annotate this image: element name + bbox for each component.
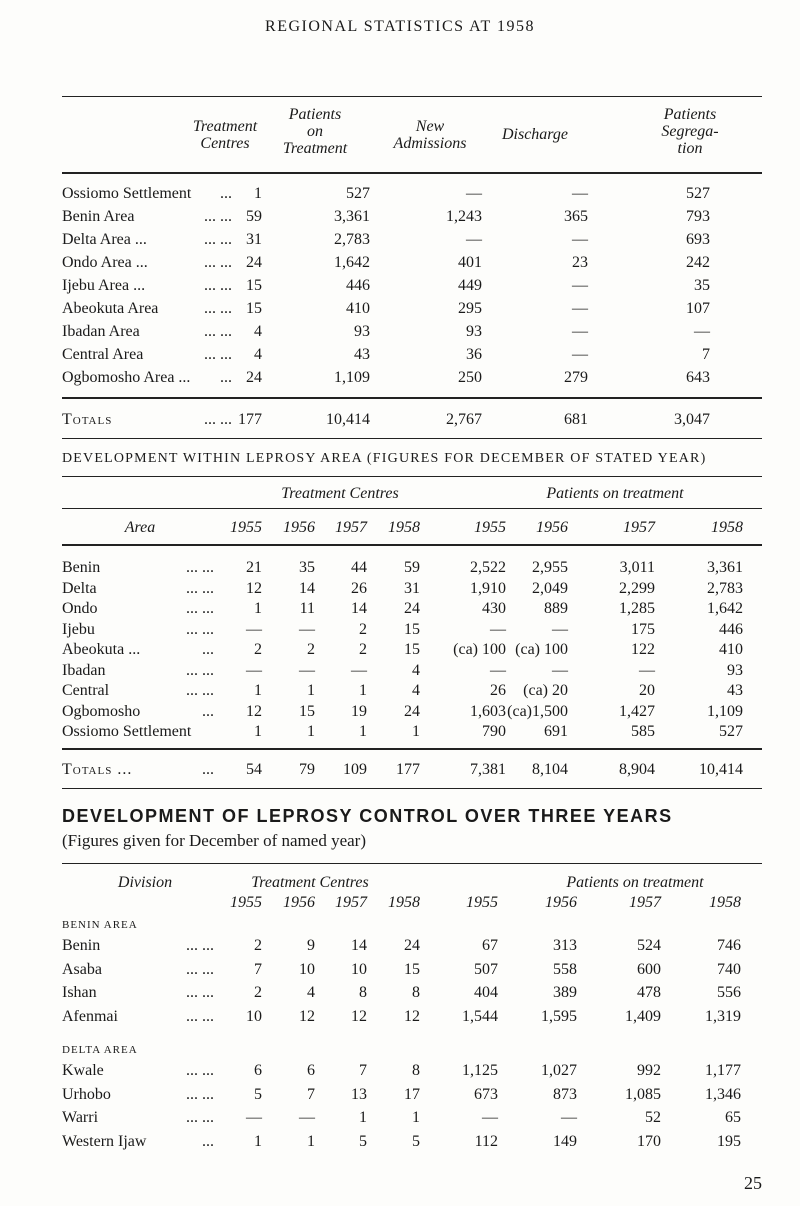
table1-cell: 2,783 (334, 231, 370, 248)
table3-row-label: Kwale (62, 1062, 104, 1079)
table2-cell: 2,783 (707, 579, 743, 597)
table1-cell: 527 (686, 185, 710, 202)
table3-cell: 8 (412, 984, 420, 1001)
table3-cell: 1 (254, 1132, 262, 1150)
table3-row-label: Ishan (62, 984, 97, 1001)
table2-cell: 21 (246, 559, 262, 576)
leader-dots: ... ... (186, 1062, 214, 1079)
table3-cell: 9 (307, 937, 315, 954)
table2-cell: — (490, 620, 506, 638)
table3-cell: 17 (404, 1085, 420, 1103)
table2-year-header: 1957 (335, 519, 367, 536)
table1-cell: 93 (354, 323, 370, 340)
table3-cell: 12 (404, 1007, 420, 1025)
table1-col-header: Treatment (192, 118, 258, 135)
table2-cell: 31 (404, 579, 420, 597)
table2-cell: 1,109 (707, 702, 743, 720)
table1-cell: 31 (246, 231, 262, 248)
table1-cell: 23 (572, 254, 588, 271)
table3-cell: 13 (351, 1085, 367, 1103)
table3-cell: 507 (474, 960, 498, 978)
table1-row-label: Abeokuta Area (62, 300, 159, 317)
table1-cell: — (466, 185, 482, 202)
table1-cell: — (572, 231, 588, 248)
table1-cell: 527 (346, 185, 370, 202)
table3-row-label: Asaba (62, 960, 102, 978)
leader-dots: ... ... (186, 1109, 214, 1126)
table3-cell: 313 (553, 937, 577, 954)
table1-col-header: Treatment (282, 140, 348, 157)
table1-row-label: Delta Area ... (62, 231, 147, 248)
table2-total-cell: 8,904 (619, 761, 655, 778)
table3-cell: 170 (637, 1132, 661, 1150)
table2-row-label: Ogbomosho (62, 702, 141, 720)
table1-cell: 250 (458, 369, 482, 386)
table2-cell: 35 (299, 559, 315, 576)
leader-dots: ... ... (186, 579, 214, 597)
table3-cell: 10 (299, 960, 315, 978)
table3-group-header: Treatment Centres (251, 874, 369, 891)
table3-year-header: 1957 (335, 894, 367, 911)
table1-cell: 93 (466, 323, 482, 340)
table1-row-label: Ibadan Area (62, 323, 140, 340)
leader-dots: ... ... (186, 661, 214, 679)
table3-cell: 14 (351, 937, 367, 954)
table2-year-header: 1958 (388, 519, 420, 536)
table1-cell: 693 (686, 231, 710, 248)
table3-group-header: Patients on treatment (566, 874, 704, 891)
table2-cell: 175 (631, 620, 655, 638)
table1-cell: 365 (564, 208, 588, 225)
table2-cell: 1 (254, 723, 262, 740)
table3-cell: 1,409 (625, 1007, 661, 1025)
table2-cell: 14 (351, 600, 367, 617)
table2-year-header: 1957 (623, 519, 655, 536)
table3-cell: 558 (553, 960, 577, 978)
table3-cell: 1 (307, 1132, 315, 1150)
table2-year-header: 1955 (230, 519, 262, 536)
table2-area-header: Area (124, 519, 156, 536)
table2-group-header: Patients on treatment (546, 485, 684, 502)
table2-cell: 1 (307, 723, 315, 740)
table3-cell: 195 (717, 1132, 741, 1150)
table3-cell: 873 (553, 1085, 577, 1103)
table2-year-header: 1956 (283, 519, 315, 536)
table2-cell: (ca) 100 (453, 641, 506, 658)
table1-cell: — (694, 323, 710, 340)
table3-section-label: BENIN AREA (62, 919, 138, 931)
table1-cell: 1,109 (334, 369, 370, 386)
table1-cell: 279 (564, 369, 588, 386)
table1-totals-rule (62, 397, 762, 399)
table2-cell: — (299, 620, 315, 638)
leader-dots: ... (202, 702, 214, 720)
table3-row-label: Warri (62, 1109, 99, 1126)
table2-totals-rule (62, 748, 762, 750)
leader-dots: ... (220, 369, 232, 386)
leader-dots: ... ... (204, 346, 232, 363)
table2-cell: 24 (404, 702, 420, 720)
table3-cell: 6 (307, 1062, 315, 1079)
table2-cell: 2,955 (532, 559, 568, 576)
table3-row-label: Urhobo (62, 1085, 111, 1103)
table1-row-label: Ossiomo Settlement (62, 185, 192, 202)
table2-cell: — (552, 661, 568, 679)
leader-dots: ... ... (204, 231, 232, 248)
table2-cell: 2 (359, 620, 367, 638)
table3-row-label: Benin (62, 937, 101, 954)
table1-cell: — (572, 300, 588, 317)
table2-subhead-rule (62, 508, 762, 509)
table2-row-label: Delta (62, 579, 97, 597)
table3-division-header: Division (117, 874, 173, 891)
table2-cell: — (639, 661, 655, 679)
table2-title: DEVELOPMENT WITHIN LEPROSY AREA (FIGURES FOR DECEMBER OF STATED YEAR) (62, 451, 707, 466)
table3-top-rule (62, 863, 762, 864)
table2-total-cell: 177 (396, 761, 420, 778)
table3-cell: 24 (404, 937, 420, 954)
table1-total-cell: 681 (564, 411, 588, 428)
table1-header-rule (62, 172, 762, 174)
table1-col-header: Segrega- (661, 123, 719, 140)
table1-cell: 59 (246, 208, 262, 225)
table3-cell: 15 (404, 960, 420, 978)
table2-row-label: Benin (62, 559, 101, 576)
table1-cell: 7 (702, 346, 710, 363)
table1-cell: 793 (686, 208, 710, 225)
leader-dots: ... ... (204, 277, 232, 294)
table2-cell: 15 (404, 620, 420, 638)
table3-cell: 112 (474, 1132, 498, 1150)
table3-cell: 2 (254, 937, 262, 954)
table2-cell: 889 (544, 600, 568, 617)
table2-cell: 3,361 (707, 559, 743, 576)
table1-cell: 1,243 (446, 208, 482, 225)
table3-cell: 1,027 (541, 1062, 577, 1079)
leader-dots: ... ... (186, 1007, 214, 1025)
table2-cell: 1 (359, 723, 367, 740)
table1-cell: 242 (686, 254, 710, 271)
table3-year-header: 1958 (709, 894, 741, 911)
table1-row-label: Benin Area (62, 208, 135, 225)
table1-cell: 295 (458, 300, 482, 317)
table1-cell: — (572, 277, 588, 294)
table1-cell: — (572, 346, 588, 363)
table2-cell: — (246, 620, 262, 638)
table2-cell: (ca)1,500 (507, 702, 568, 720)
table1-cell: 4 (254, 323, 262, 340)
table1-col-header: Patients (288, 106, 342, 123)
table2-cell: 93 (727, 661, 743, 679)
table2-cell: 1 (359, 682, 367, 699)
table3-cell: 746 (717, 937, 741, 954)
table2-cell: 691 (544, 723, 568, 740)
table1-cell: 1 (254, 185, 262, 202)
table3-cell: 7 (254, 960, 262, 978)
table2-cell: 44 (351, 559, 367, 576)
table2-totals-label: Totals ... (62, 761, 133, 778)
table1-cell: 3,361 (334, 208, 370, 225)
table1-totals-label: Totals (62, 411, 113, 428)
table3-cell: — (246, 1109, 262, 1126)
table2-cell: 1 (307, 682, 315, 699)
table2-cell: 15 (299, 702, 315, 720)
table3-cell: 673 (474, 1085, 498, 1103)
table2-cell: 1 (254, 682, 262, 699)
table2-cell: 1,642 (707, 600, 743, 617)
table3-cell: 1,544 (462, 1007, 498, 1025)
table2-cell: 26 (490, 682, 506, 699)
table1-cell: 15 (246, 277, 262, 294)
table1-bottom-rule (62, 438, 762, 439)
table3-cell: 1,595 (541, 1007, 577, 1025)
table2-cell: 11 (299, 600, 315, 617)
table1-cell: 43 (354, 346, 370, 363)
table2-total-cell: 109 (343, 761, 367, 778)
table2-cell: — (552, 620, 568, 638)
table2-row-label: Central (62, 682, 110, 699)
table1-cell: 410 (346, 300, 370, 317)
table2-cell: 410 (719, 641, 743, 658)
table1-cell: 24 (246, 254, 262, 271)
table3-year-header: 1958 (388, 894, 420, 911)
table3-section-label: DELTA AREA (62, 1044, 138, 1056)
table3-row-label: Afenmai (62, 1007, 118, 1025)
leader-dots: ... (202, 641, 214, 658)
table2-cell: 585 (631, 723, 655, 740)
table3-cell: 52 (645, 1109, 661, 1126)
table2-year-header: 1958 (711, 519, 743, 536)
table2-cell: 1 (254, 600, 262, 617)
table3-cell: 992 (637, 1062, 661, 1079)
table2-cell: (ca) 100 (515, 641, 568, 658)
table2-cell: 14 (299, 579, 315, 597)
table2-year-header: 1955 (474, 519, 506, 536)
table2-cell: 1,427 (619, 702, 655, 720)
table3-cell: 1,346 (705, 1085, 741, 1103)
table3-cell: 556 (717, 984, 741, 1001)
table1-row-label: Ondo Area ... (62, 254, 148, 271)
table3-cell: 600 (637, 960, 661, 978)
leader-dots: ... ... (186, 937, 214, 954)
table2-cell: 2,522 (470, 559, 506, 576)
table3-cell: 1 (412, 1109, 420, 1126)
table3-cell: 524 (637, 937, 661, 954)
table1-row-label: Central Area (62, 346, 144, 363)
table2-cell: 1,285 (619, 600, 655, 617)
table2-cell: 19 (351, 702, 367, 720)
table3-cell: — (482, 1109, 498, 1126)
table2-cell: 446 (719, 620, 743, 638)
table1-cell: — (466, 231, 482, 248)
leader-dots: ... ... (186, 984, 214, 1001)
table3-cell: 1,319 (705, 1007, 741, 1025)
table3-cell: 12 (299, 1007, 315, 1025)
table3-cell: 6 (254, 1062, 262, 1079)
leader-dots: ... (220, 185, 232, 202)
leader-dots: ... ... (186, 1085, 214, 1103)
table3-cell: 1,177 (705, 1062, 741, 1079)
table3-title: DEVELOPMENT OF LEPROSY CONTROL OVER THREE YEARS (62, 806, 673, 826)
table2-cell: 12 (246, 702, 262, 720)
table3-cell: 67 (482, 937, 498, 954)
table2-year-header: 1956 (536, 519, 568, 536)
table2-cell: (ca) 20 (523, 682, 568, 699)
table3-year-header: 1955 (466, 894, 498, 911)
table1-cell: — (572, 323, 588, 340)
table3-cell: 149 (553, 1132, 577, 1150)
table1-col-header: New (415, 118, 445, 135)
table3-cell: 2 (254, 984, 262, 1001)
table1-cell: 35 (694, 277, 710, 294)
table1-col-header: on (307, 123, 323, 140)
table2-cell: 790 (482, 723, 506, 740)
table1-total-cell: 10,414 (326, 411, 370, 428)
leader-dots: ... ... (186, 559, 214, 576)
page-number: 25 (744, 1173, 762, 1193)
leader-dots: ... ... (204, 208, 232, 225)
table3-cell: 12 (351, 1007, 367, 1025)
table2-cell: 4 (412, 682, 420, 699)
table2-cell: 20 (639, 682, 655, 699)
table3-year-header: 1956 (545, 894, 577, 911)
table3-cell: 404 (474, 984, 498, 1001)
table3-cell: 65 (725, 1109, 741, 1126)
table1-total-cell: 2,767 (446, 411, 482, 428)
table1-cell: 449 (458, 277, 482, 294)
table2-cell: 2 (254, 641, 262, 658)
table2-cell: 2,049 (532, 579, 568, 597)
table2-cell: 59 (404, 559, 420, 576)
table2-bottom-rule (62, 788, 762, 789)
table3-cell: 4 (307, 984, 315, 1001)
table1-total-cell: 177 (238, 411, 262, 428)
table3-cell: 7 (359, 1062, 367, 1079)
table3-year-header: 1957 (629, 894, 661, 911)
leader-dots: ... ... (186, 600, 214, 617)
table3-cell: 8 (412, 1062, 420, 1079)
table3-cell: 10 (351, 960, 367, 978)
table3-cell: 7 (307, 1085, 315, 1103)
table2-cell: 12 (246, 579, 262, 597)
table3-subtitle: (Figures given for December of named year) (62, 831, 366, 850)
table1-cell: 446 (346, 277, 370, 294)
table1-col-header: Discharge (501, 126, 569, 143)
table3-cell: — (299, 1109, 315, 1126)
table1-cell: 4 (254, 346, 262, 363)
running-head: REGIONAL STATISTICS AT 1958 (265, 18, 535, 35)
leader-dots: ... ... (204, 300, 232, 317)
table2-cell: 2 (307, 641, 315, 658)
table3-cell: 5 (359, 1132, 367, 1150)
table2-cell: 1 (412, 723, 420, 740)
table2-cell: — (299, 661, 315, 679)
table2-cell: — (490, 661, 506, 679)
table3-year-header: 1956 (283, 894, 315, 911)
table3-cell: 5 (412, 1132, 420, 1150)
table1-cell: 643 (686, 369, 710, 386)
table1-cell: — (572, 185, 588, 202)
table2-cell: 26 (351, 579, 367, 597)
table1-cell: 107 (686, 300, 710, 317)
table2-group-header: Treatment Centres (281, 485, 399, 502)
table3-cell: 1,125 (462, 1062, 498, 1079)
table2-cell: 15 (404, 641, 420, 658)
table2-cell: 4 (412, 661, 420, 679)
table1-col-header: tion (677, 140, 703, 157)
table1-top-rule (62, 96, 762, 97)
table2-row-label: Ijebu (62, 620, 95, 638)
leader-dots: ... ... (186, 620, 214, 638)
table1-cell: 15 (246, 300, 262, 317)
table2-row-label: Ossiomo Settlement (62, 723, 192, 740)
table2-cell: 2 (359, 641, 367, 658)
table1-total-cell: 3,047 (674, 411, 710, 428)
table2-cell: 1,910 (470, 579, 506, 597)
leader-dots: ... ... (186, 682, 214, 699)
leader-dots: ... ... (186, 960, 214, 978)
table3-cell: 740 (717, 960, 741, 978)
table1-col-header: Patients (663, 106, 717, 123)
table1-cell: 1,642 (334, 254, 370, 271)
table1-col-header: Centres (200, 135, 250, 152)
table1-cell: 401 (458, 254, 482, 271)
leader-dots: ... (202, 1132, 214, 1150)
table2-total-cell: 54 (246, 761, 262, 778)
leader-dots: ... ... (204, 323, 232, 340)
table1-cell: 36 (466, 346, 482, 363)
leader-dots: ... ... (204, 411, 232, 428)
table2-cell: 24 (404, 600, 420, 617)
table3-year-header: 1955 (230, 894, 262, 911)
table2-total-cell: 7,381 (470, 761, 506, 778)
table3-row-label: Western Ijaw (62, 1132, 147, 1150)
table2-cell: 3,011 (619, 559, 655, 576)
leader-dots: ... ... (204, 254, 232, 271)
table2-total-cell: 8,104 (532, 761, 568, 778)
table3-cell: 1 (359, 1109, 367, 1126)
table1-col-header: Admissions (393, 135, 467, 152)
table2-row-label: Abeokuta ... (62, 641, 141, 658)
table3-cell: 5 (254, 1085, 262, 1103)
table2-row-label: Ibadan (62, 661, 106, 679)
table2-cell: 2,299 (619, 579, 655, 597)
table3-cell: 10 (246, 1007, 262, 1025)
table2-total-cell: 10,414 (699, 761, 743, 778)
table3-cell: 8 (359, 984, 367, 1001)
table2-cell: 430 (482, 600, 506, 617)
table2-cell: 1,603 (470, 702, 506, 720)
table2-cell: 527 (719, 723, 743, 740)
table2-total-cell: 79 (299, 761, 315, 778)
table2-header-rule (62, 544, 762, 546)
table3-cell: 389 (553, 984, 577, 1001)
table2-row-label: Ondo (62, 600, 98, 617)
table2-top-rule (62, 476, 762, 477)
table3-cell: — (561, 1109, 577, 1126)
table2-cell: 122 (631, 641, 655, 658)
table1-row-label: Ijebu Area ... (62, 277, 146, 294)
table3-cell: 1,085 (625, 1085, 661, 1103)
table3-cell: 478 (637, 984, 661, 1001)
table2-cell: — (351, 661, 367, 679)
table1-cell: 24 (246, 369, 262, 386)
table1-row-label: Ogbomosho Area ... (62, 369, 191, 386)
table2-cell: 43 (727, 682, 743, 699)
leader-dots: ... (202, 761, 214, 778)
table2-cell: — (246, 661, 262, 679)
